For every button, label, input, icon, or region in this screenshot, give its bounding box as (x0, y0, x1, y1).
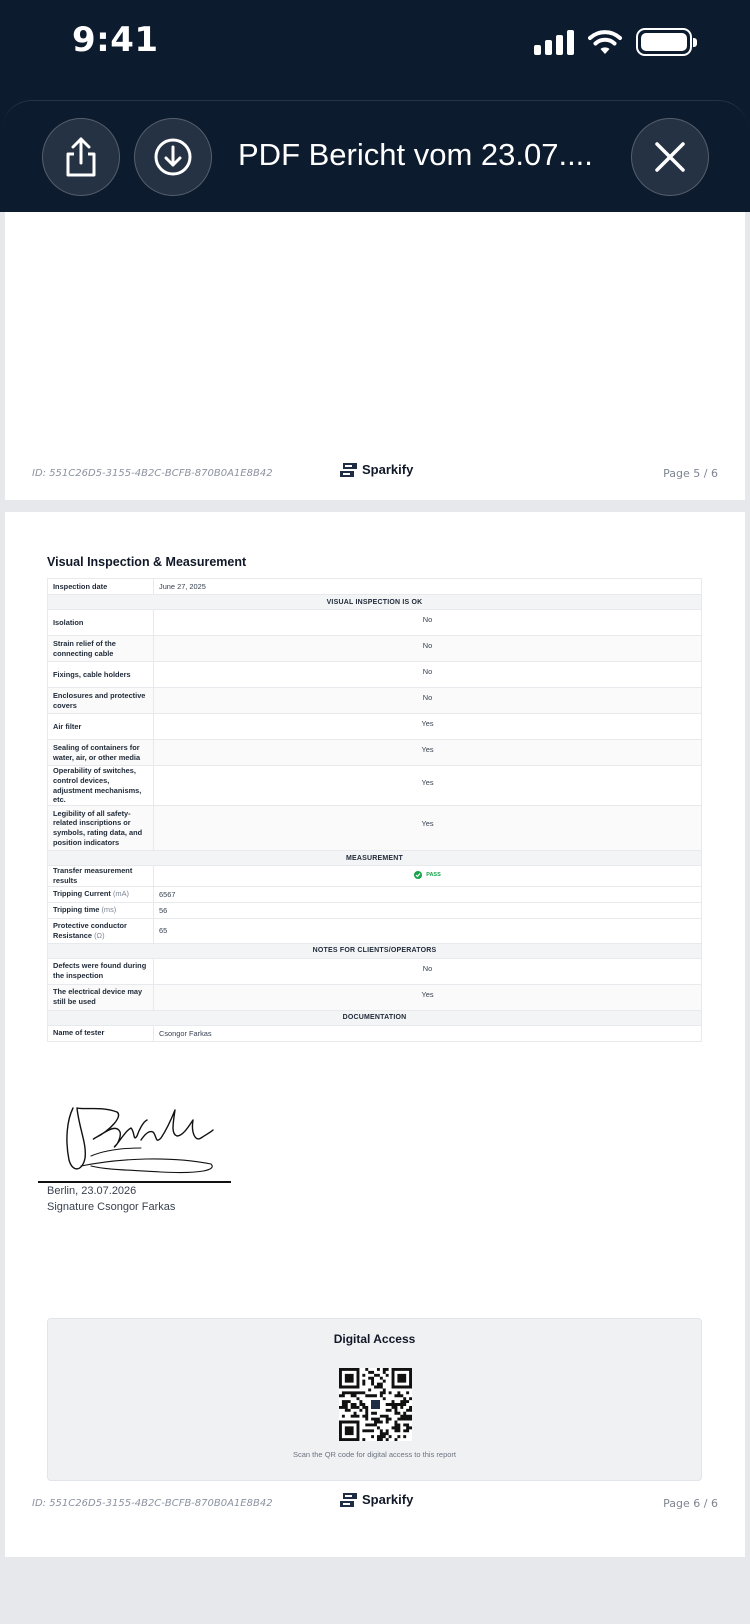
table-row (48, 636, 702, 662)
row-value: Yes (154, 740, 702, 766)
table-row (48, 610, 702, 636)
signature-caption: Signature Csongor Farkas (47, 1201, 176, 1213)
close-button[interactable] (631, 118, 709, 196)
status-icons (534, 28, 692, 56)
row-value: Yes (154, 984, 702, 1010)
table-row (48, 1025, 702, 1041)
row-value: June 27, 2025 (154, 579, 702, 595)
check-circle-icon (414, 871, 422, 879)
row-label: Defects were found during the inspection (48, 958, 154, 984)
digital-access-box (47, 1318, 702, 1481)
share-button[interactable] (42, 118, 120, 196)
row-value: Yes (154, 714, 702, 740)
row-label (48, 886, 154, 902)
table-row (48, 740, 702, 766)
brand-name: Sparkify (362, 462, 414, 477)
table-row (48, 662, 702, 688)
qr-logo-icon (370, 1399, 381, 1410)
row-label: Isolation (48, 610, 154, 636)
download-button[interactable] (134, 118, 212, 196)
table-row (48, 866, 702, 887)
table-row (48, 766, 702, 806)
download-icon (153, 137, 193, 177)
table-row (48, 902, 702, 918)
document-title: PDF Bericht vom 23.07.... (238, 137, 593, 172)
row-label: The electrical device may still be used (48, 984, 154, 1010)
unit-text: (ms) (101, 905, 117, 915)
table-row (48, 579, 702, 595)
wifi-icon (588, 29, 622, 55)
row-label: Transfer measurement results (48, 866, 154, 887)
table-row (48, 958, 702, 984)
signature-image (61, 1100, 221, 1180)
sparkify-logo (340, 1492, 413, 1507)
pass-label: PASS (426, 872, 441, 879)
label-text: Tripping Current (53, 889, 111, 899)
row-label: Air filter (48, 714, 154, 740)
row-label: Sealing of containers for water, air, or other media (48, 740, 154, 766)
page-footer (5, 1490, 745, 1520)
row-label: Name of tester (48, 1025, 154, 1041)
table-row (48, 688, 702, 714)
battery-icon (636, 28, 692, 56)
app-header (0, 0, 750, 212)
row-label: Operability of switches, control devices, adjustment mechanisms, etc. (48, 766, 154, 806)
unit-text: (mA) (112, 889, 129, 899)
row-value: No (154, 662, 702, 688)
status-time: 9:41 (72, 20, 159, 60)
row-value: No (154, 610, 702, 636)
page-footer (5, 460, 745, 490)
brand-name: Sparkify (362, 1492, 414, 1507)
share-icon (62, 136, 100, 178)
sparkify-logo-icon (340, 463, 357, 477)
table-row (48, 918, 702, 943)
pass-badge (414, 871, 441, 879)
digital-access-title: Digital Access (333, 1332, 416, 1346)
row-value: 56 (154, 902, 702, 918)
row-value: No (154, 636, 702, 662)
close-icon (653, 140, 687, 174)
page-number: Page 5 / 6 (663, 467, 718, 480)
section-header: DOCUMENTATION (48, 1010, 702, 1025)
cellular-signal-icon (534, 29, 574, 55)
page-number: Page 6 / 6 (663, 1497, 718, 1510)
row-label: Legibility of all safety-related inscriptions or symbols, rating data, and position indicators (48, 806, 154, 851)
inspection-table (47, 578, 702, 1042)
section-header: NOTES FOR CLIENTS/OPERATORS (48, 943, 702, 958)
sparkify-logo (340, 462, 413, 477)
sparkify-logo-icon (340, 1493, 357, 1507)
row-value: 65 (154, 918, 702, 943)
signature-line (38, 1181, 231, 1183)
row-value: No (154, 688, 702, 714)
table-row (48, 984, 702, 1010)
row-label: Strain relief of the connecting cable (48, 636, 154, 662)
row-label (48, 902, 154, 918)
section-header: VISUAL INSPECTION IS OK (48, 595, 702, 610)
table-row (48, 886, 702, 902)
qr-code[interactable] (339, 1368, 412, 1441)
label-text: Protective conductor Resistance (53, 920, 127, 940)
row-label: Enclosures and protective covers (48, 688, 154, 714)
row-label (48, 918, 154, 943)
row-value (154, 866, 702, 887)
report-id: ID: 551C26D5-3155-4B2C-BCFB-870B0A1E8B42 (32, 468, 273, 479)
pdf-page-6[interactable] (5, 512, 745, 1557)
signature-place-date: Berlin, 23.07.2026 (47, 1185, 137, 1197)
row-label: Fixings, cable holders (48, 662, 154, 688)
label-text: Tripping time (53, 905, 100, 915)
row-value: 6567 (154, 886, 702, 902)
table-row (48, 714, 702, 740)
digital-access-note: Scan the QR code for digital access to this report (293, 1450, 456, 1459)
table-row (48, 806, 702, 851)
unit-text: (Ω) (94, 930, 105, 940)
section-title: Visual Inspection & Measurement (47, 555, 247, 569)
row-value: Yes (154, 766, 702, 806)
row-label: Inspection date (48, 579, 154, 595)
row-value: Csongor Farkas (154, 1025, 702, 1041)
pdf-page-5[interactable] (5, 212, 745, 500)
report-id: ID: 551C26D5-3155-4B2C-BCFB-870B0A1E8B42 (32, 1498, 273, 1509)
row-value: No (154, 958, 702, 984)
row-value: Yes (154, 806, 702, 851)
section-header: MEASUREMENT (48, 851, 702, 866)
